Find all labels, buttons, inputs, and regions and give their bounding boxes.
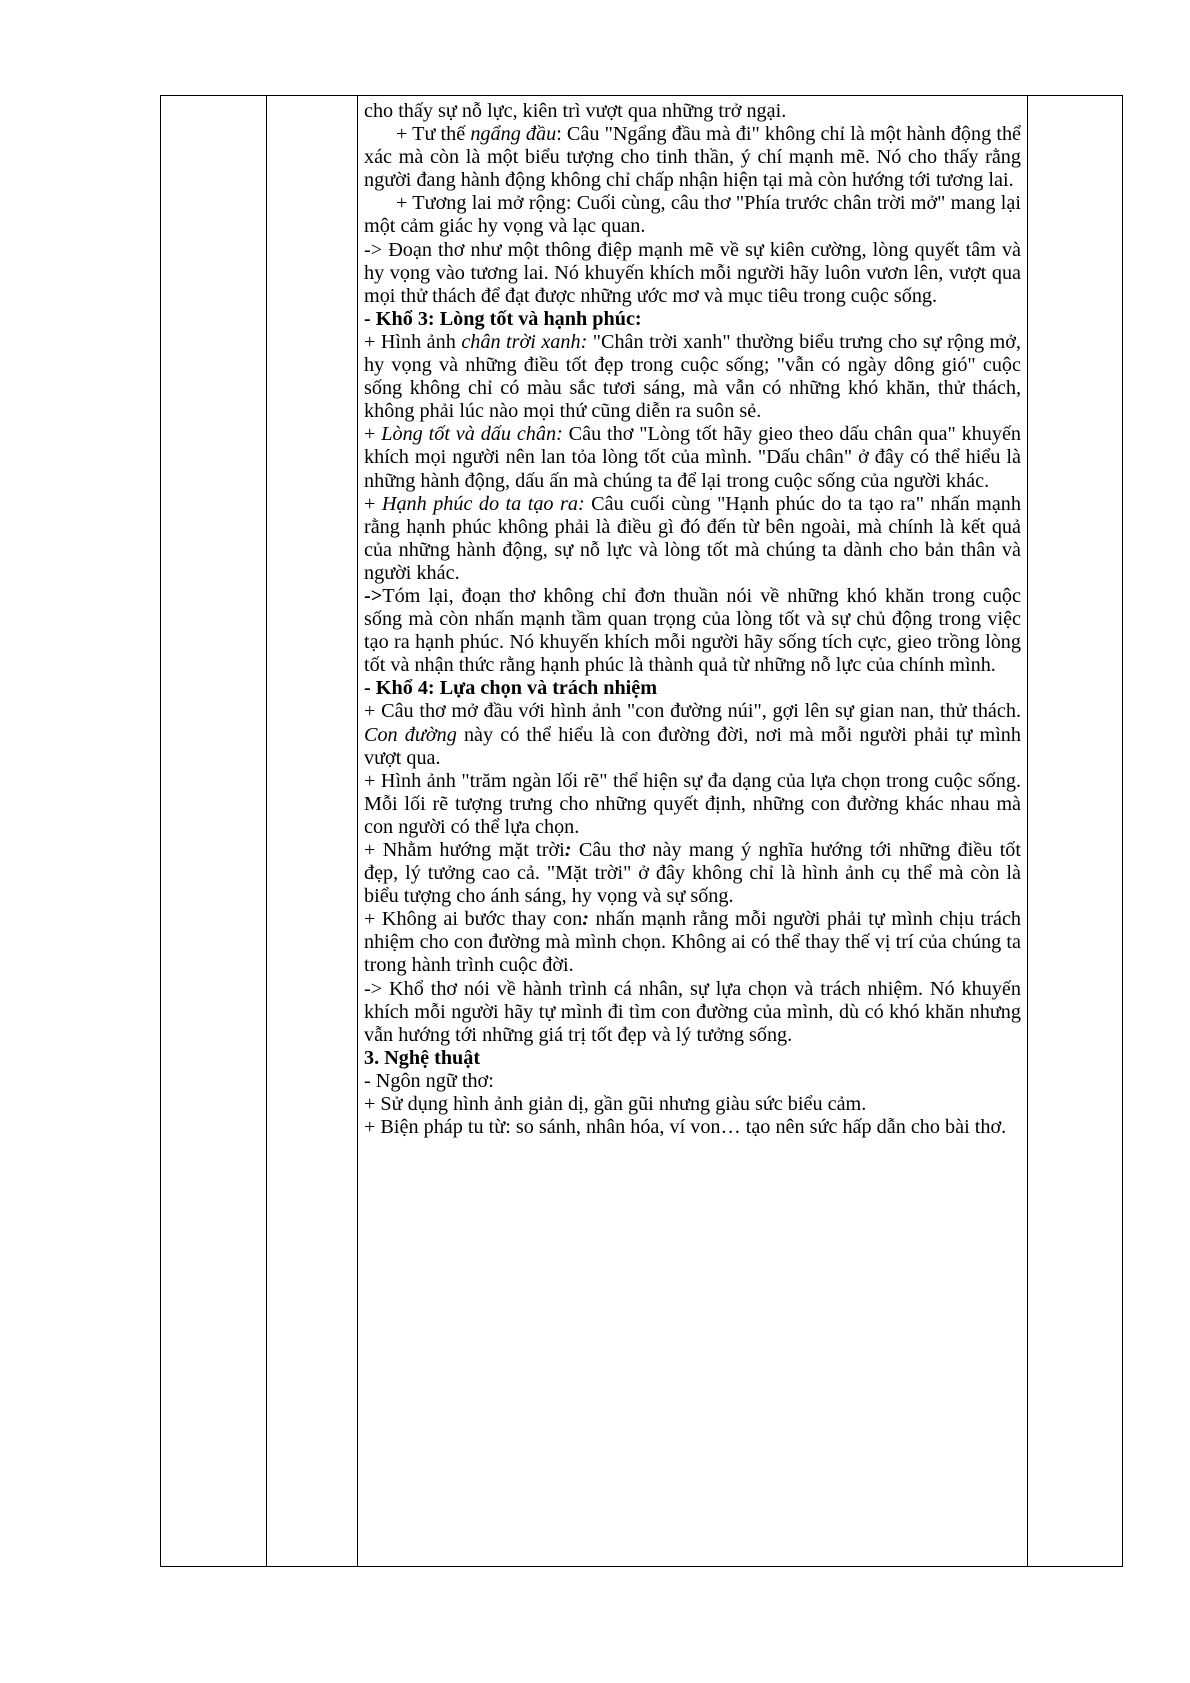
paragraph: 3. Nghệ thuật	[364, 1046, 481, 1069]
table-column-4	[1028, 96, 1122, 1566]
content-text	[358, 96, 1027, 1139]
paragraph: - Ngôn ngữ thơ:	[364, 1069, 494, 1092]
paragraph: + Tư thế ngẩng đầu: Câu "Ngẩng đầu mà đi" không chỉ là một hành động thể xác mà còn là một biểu tượng cho tinh thần, ý chí mạnh mẽ. Nó cho thấy rằng người đang hành động không chỉ chấp nhận hiện tại mà còn hướng tới tương lai.	[364, 123, 1021, 192]
paragraph: + Hình ảnh chân trời xanh: "Chân trời xanh" thường biểu trưng cho sự rộng mở, hy vọng và những điều tốt đẹp trong cuộc sống; "vẫn có ngày dông gió" cuộc sống không chỉ có màu sắc tươi sáng, mà vẫn có những khó khăn, thử thách, không phải lúc nào mọi thứ cũng diễn ra suôn sẻ.	[364, 330, 1021, 423]
paragraph: + Không ai bước thay con: nhấn mạnh rằng mỗi người phải tự mình chịu trách nhiệm cho con đường mà mình chọn. Không ai có thể thay thế vị trí của chúng ta trong hành trình cuộc đời.	[364, 908, 1022, 977]
paragraph: + Nhằm hướng mặt trời: Câu thơ này mang ý nghĩa hướng tới những điều tốt đẹp, lý tưởng cao cả. "Mặt trời" ở đây không chỉ là hình ảnh cụ thể mà còn là biểu tượng cho ánh sáng, hy vọng và sự sống.	[364, 839, 1022, 908]
paragraph: - Khổ 3: Lòng tốt và hạnh phúc:	[364, 307, 642, 330]
paragraph: + Tương lai mở rộng: Cuối cùng, câu thơ "Phía trước chân trời mở" mang lại một cảm giác hy vọng và lạc quan.	[364, 192, 1021, 238]
paragraph: -> Khổ thơ nói về hành trình cá nhân, sự lựa chọn và trách nhiệm. Nó khuyến khích mỗi người hãy tự mình đi tìm con đường của mình, dù có khó khăn nhưng vẫn hướng tới những giá trị tốt đẹp và lý tưởng sống.	[364, 977, 1021, 1046]
table-column-2	[267, 96, 358, 1566]
paragraph: + Câu thơ mở đầu với hình ảnh "con đường núi", gợi lên sự gian nan, thử thách. Con đường này có thể hiểu là con đường đời, nơi mà mỗi người phải tự mình vượt qua.	[364, 700, 1021, 769]
table-column-content	[358, 96, 1028, 1566]
paragraph: + Biện pháp tu từ: so sánh, nhân hóa, ví von… tạo nên sức hấp dẫn cho bài thơ.	[364, 1116, 1007, 1139]
paragraph: -> Đoạn thơ như một thông điệp mạnh mẽ về sự kiên cường, lòng quyết tâm và hy vọng vào tương lai. Nó khuyến khích mỗi người hãy luôn vươn lên, vượt qua mọi thử thách để đạt được những ước mơ và mục tiêu trong cuộc sống.	[364, 238, 1021, 307]
paragraph: - Khổ 4: Lựa chọn và trách nhiệm	[364, 677, 658, 700]
table-column-1	[161, 96, 267, 1566]
paragraph: + Hình ảnh "trăm ngàn lối rẽ" thể hiện sự đa dạng của lựa chọn trong cuộc sống. Mỗi lối rẽ tượng trưng cho những quyết định, những con đường khác nhau mà con người có thể lựa chọn.	[364, 769, 1021, 838]
paragraph: ->Tóm lại, đoạn thơ không chỉ đơn thuần nói về những khó khăn trong cuộc sống mà còn nhấn mạnh tầm quan trọng của lòng tốt và sự chủ động trong việc tạo ra hạnh phúc. Nó khuyến khích mỗi người hãy sống tích cực, gieo trồng lòng tốt và nhận thức rằng hạnh phúc là thành quả từ những nỗ lực của chính mình.	[364, 584, 1021, 677]
paragraph: + Hạnh phúc do ta tạo ra: Câu cuối cùng "Hạnh phúc do ta tạo ra" nhấn mạnh rằng hạnh phúc không phải là điều gì đó đến từ bên ngoài, mà chính là kết quả của những hành động, sự nỗ lực và lòng tốt mà chúng ta dành cho bản thân và người khác.	[364, 492, 1021, 584]
paragraph: cho thấy sự nỗ lực, kiên trì vượt qua những trở ngại.	[364, 100, 787, 122]
lesson-table	[160, 95, 1123, 1567]
paragraph: + Lòng tốt và dấu chân: Câu thơ "Lòng tốt hãy gieo theo dấu chân qua" khuyến khích mọi người nên lan tỏa lòng tốt của mình. "Dấu chân" ở đây có thể hiểu là những hành động, dấu ấn mà chúng ta để lại trong cuộc sống của người khác.	[364, 423, 1022, 492]
paragraph: + Sử dụng hình ảnh giản dị, gần gũi nhưng giàu sức biểu cảm.	[364, 1093, 867, 1116]
